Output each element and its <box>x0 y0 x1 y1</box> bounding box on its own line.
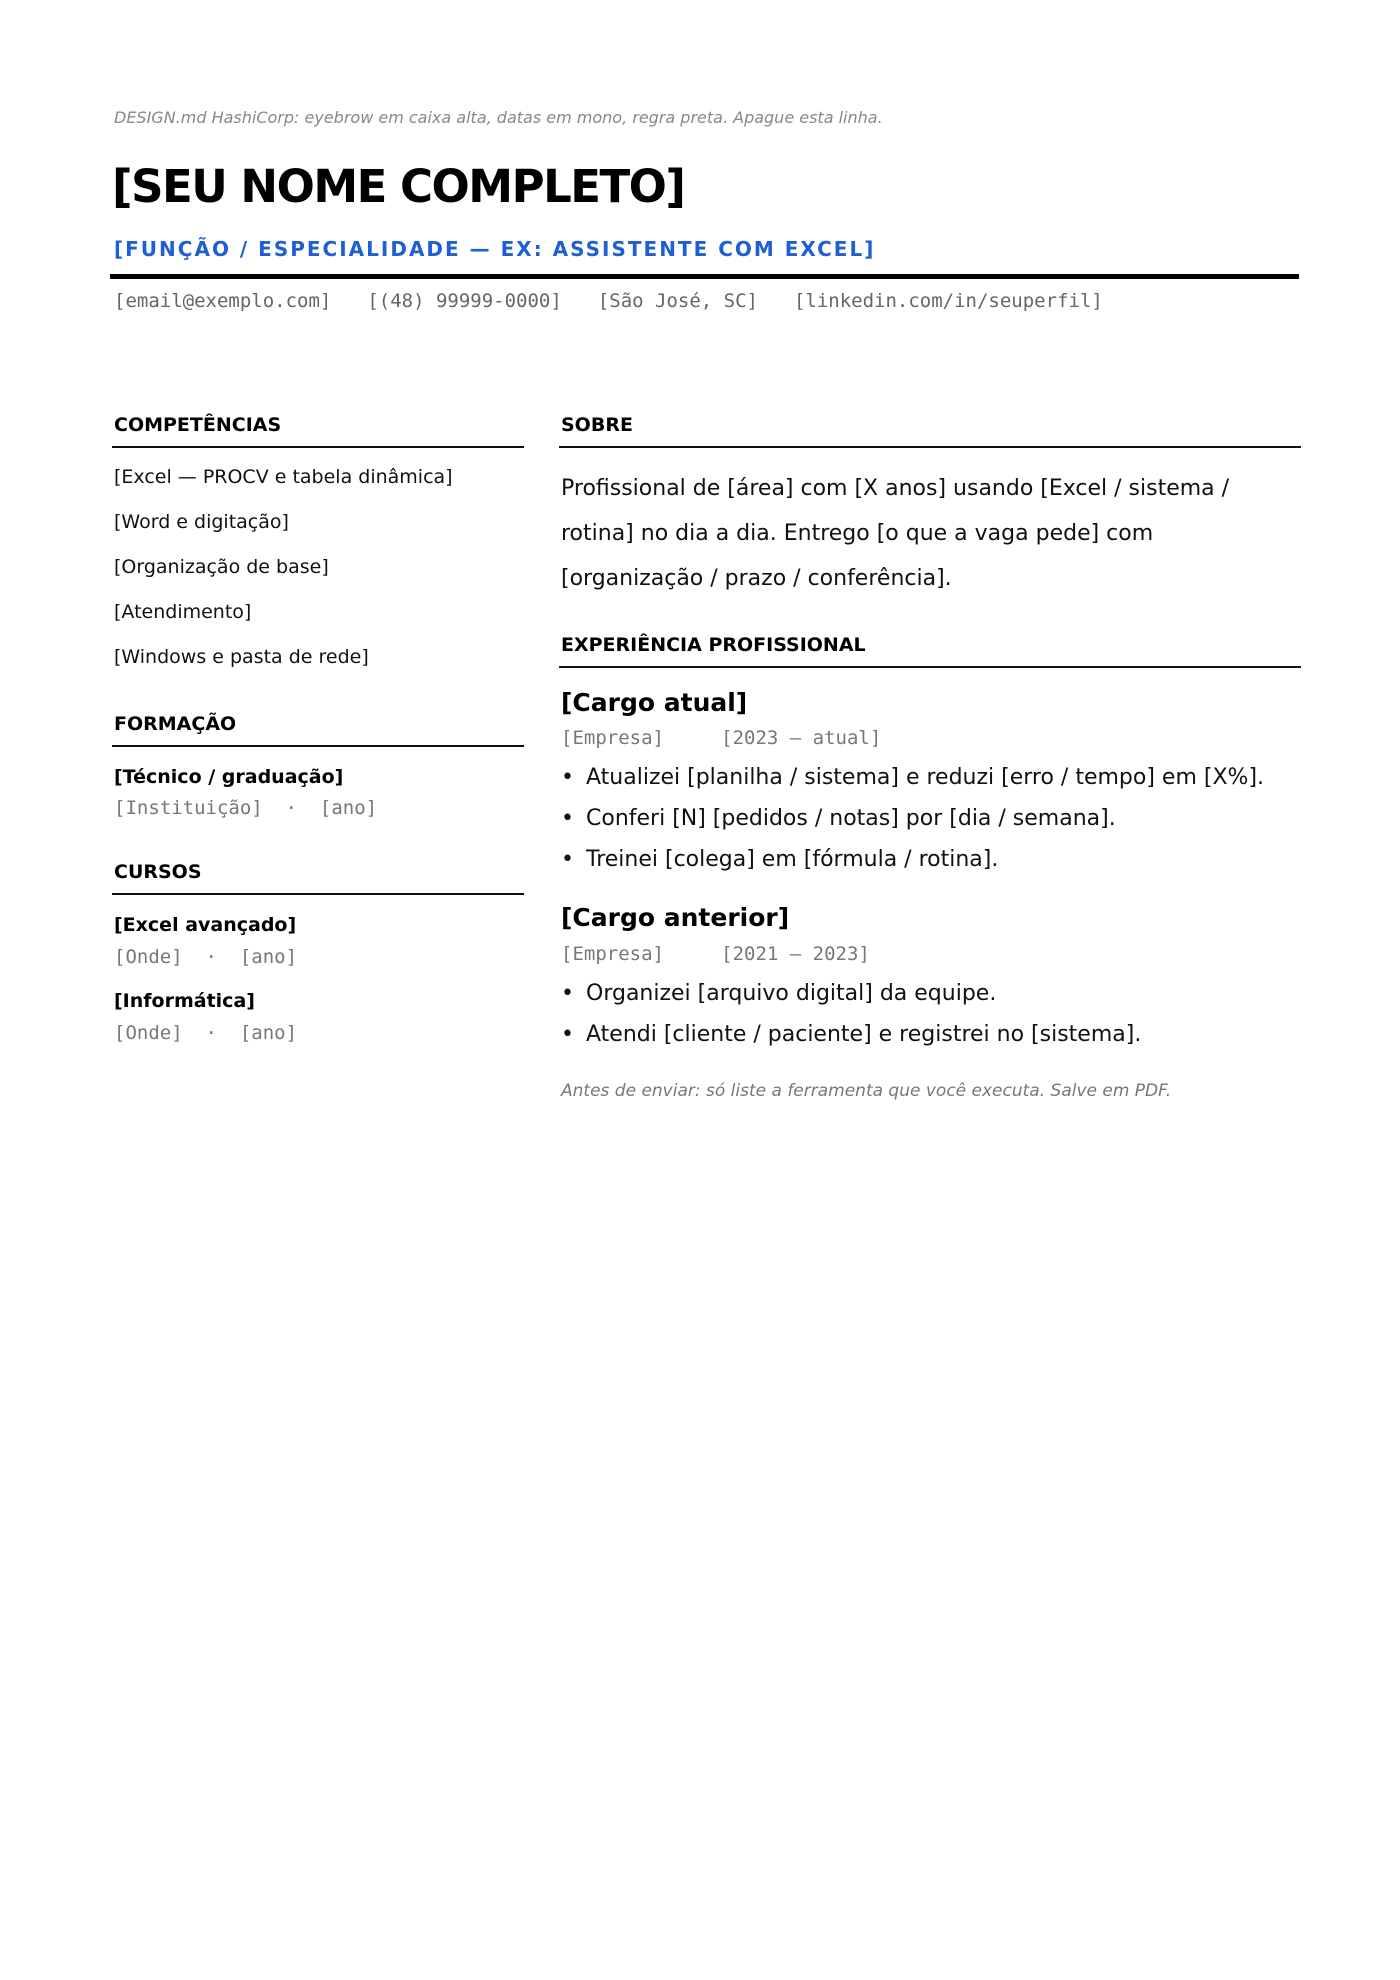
education-divider <box>112 745 524 747</box>
skills-heading: COMPETÊNCIAS <box>114 414 282 436</box>
education-heading: FORMAÇÃO <box>114 713 237 735</box>
course-item-meta: [Onde] · [ano] <box>114 946 298 968</box>
contact-linkedin[interactable]: [linkedin.com/in/seuperfil] <box>793 290 1103 312</box>
skill-item: [Windows e pasta de rede] <box>114 646 369 668</box>
bullet-dot: • <box>561 765 574 790</box>
course-item-meta: [Onde] · [ano] <box>114 1022 298 1044</box>
skill-item: [Word e digitação] <box>114 511 289 533</box>
bullet-dot: • <box>561 806 574 831</box>
bullet-text: Treinei [colega] em [fórmula / rotina]. <box>586 847 999 872</box>
bullet-dot: • <box>561 1022 574 1047</box>
contact-line <box>114 290 1103 312</box>
bullet-text: Atualizei [planilha / sistema] e reduzi [erro / tempo] em [X%]. <box>586 765 1265 790</box>
education-item-name: [Técnico / graduação] <box>114 766 344 788</box>
header-divider <box>110 274 1299 279</box>
skills-divider <box>112 446 524 448</box>
experience-divider <box>559 666 1301 668</box>
design-note: DESIGN.md HashiCorp: eyebrow em caixa alta, datas em mono, regra preta. Apague esta linha. <box>114 108 883 127</box>
courses-divider <box>112 893 524 895</box>
job-bullet <box>561 981 996 1006</box>
job-bullet <box>561 847 998 872</box>
about-divider <box>559 446 1301 448</box>
bullet-dot: • <box>561 981 574 1006</box>
course-item-name: [Excel avançado] <box>114 914 297 936</box>
job-title: [Cargo anterior] <box>561 903 790 932</box>
final-note: Antes de enviar: só liste a ferramenta que você executa. Salve em PDF. <box>561 1081 1172 1101</box>
about-text: Profissional de [área] com [X anos] usando [Excel / sistema / rotina] no dia a dia. Entrego [o que a vaga pede] com [organização / prazo / conferência]. <box>561 476 1230 591</box>
courses-heading: CURSOS <box>114 861 202 883</box>
contact-email[interactable]: [email@exemplo.com] <box>114 290 332 312</box>
experience-heading: EXPERIÊNCIA PROFISSIONAL <box>561 634 866 656</box>
skill-item: [Excel — PROCV e tabela dinâmica] <box>114 466 453 488</box>
bullet-text: Organizei [arquivo digital] da equipe. <box>586 981 997 1006</box>
job-bullet <box>561 806 1116 831</box>
about-heading: SOBRE <box>561 414 633 436</box>
skill-item: [Atendimento] <box>114 601 252 623</box>
job-title: [Cargo atual] <box>561 688 748 717</box>
course-item-name: [Informática] <box>114 990 255 1012</box>
bullet-text: Conferi [N] [pedidos / notas] por [dia / semana]. <box>586 806 1116 831</box>
education-item-meta: [Instituição] · [ano] <box>114 797 378 819</box>
job-meta: [Empresa] [2021 – 2023] <box>561 943 870 965</box>
job-meta: [Empresa] [2023 – atual] <box>561 727 882 749</box>
bullet-text: Atendi [cliente / paciente] e registrei no [sistema]. <box>586 1022 1142 1047</box>
job-bullet <box>561 1022 1141 1047</box>
skill-item: [Organização de base] <box>114 556 329 578</box>
contact-phone: [(48) 99999-0000] <box>367 290 562 312</box>
job-bullet <box>561 765 1264 790</box>
contact-location: [São José, SC] <box>597 290 758 312</box>
full-name: [SEU NOME COMPLETO] <box>112 160 685 213</box>
role-eyebrow: [FUNÇÃO / ESPECIALIDADE — EX: ASSISTENTE COM EXCEL] <box>114 237 876 261</box>
bullet-dot: • <box>561 847 574 872</box>
